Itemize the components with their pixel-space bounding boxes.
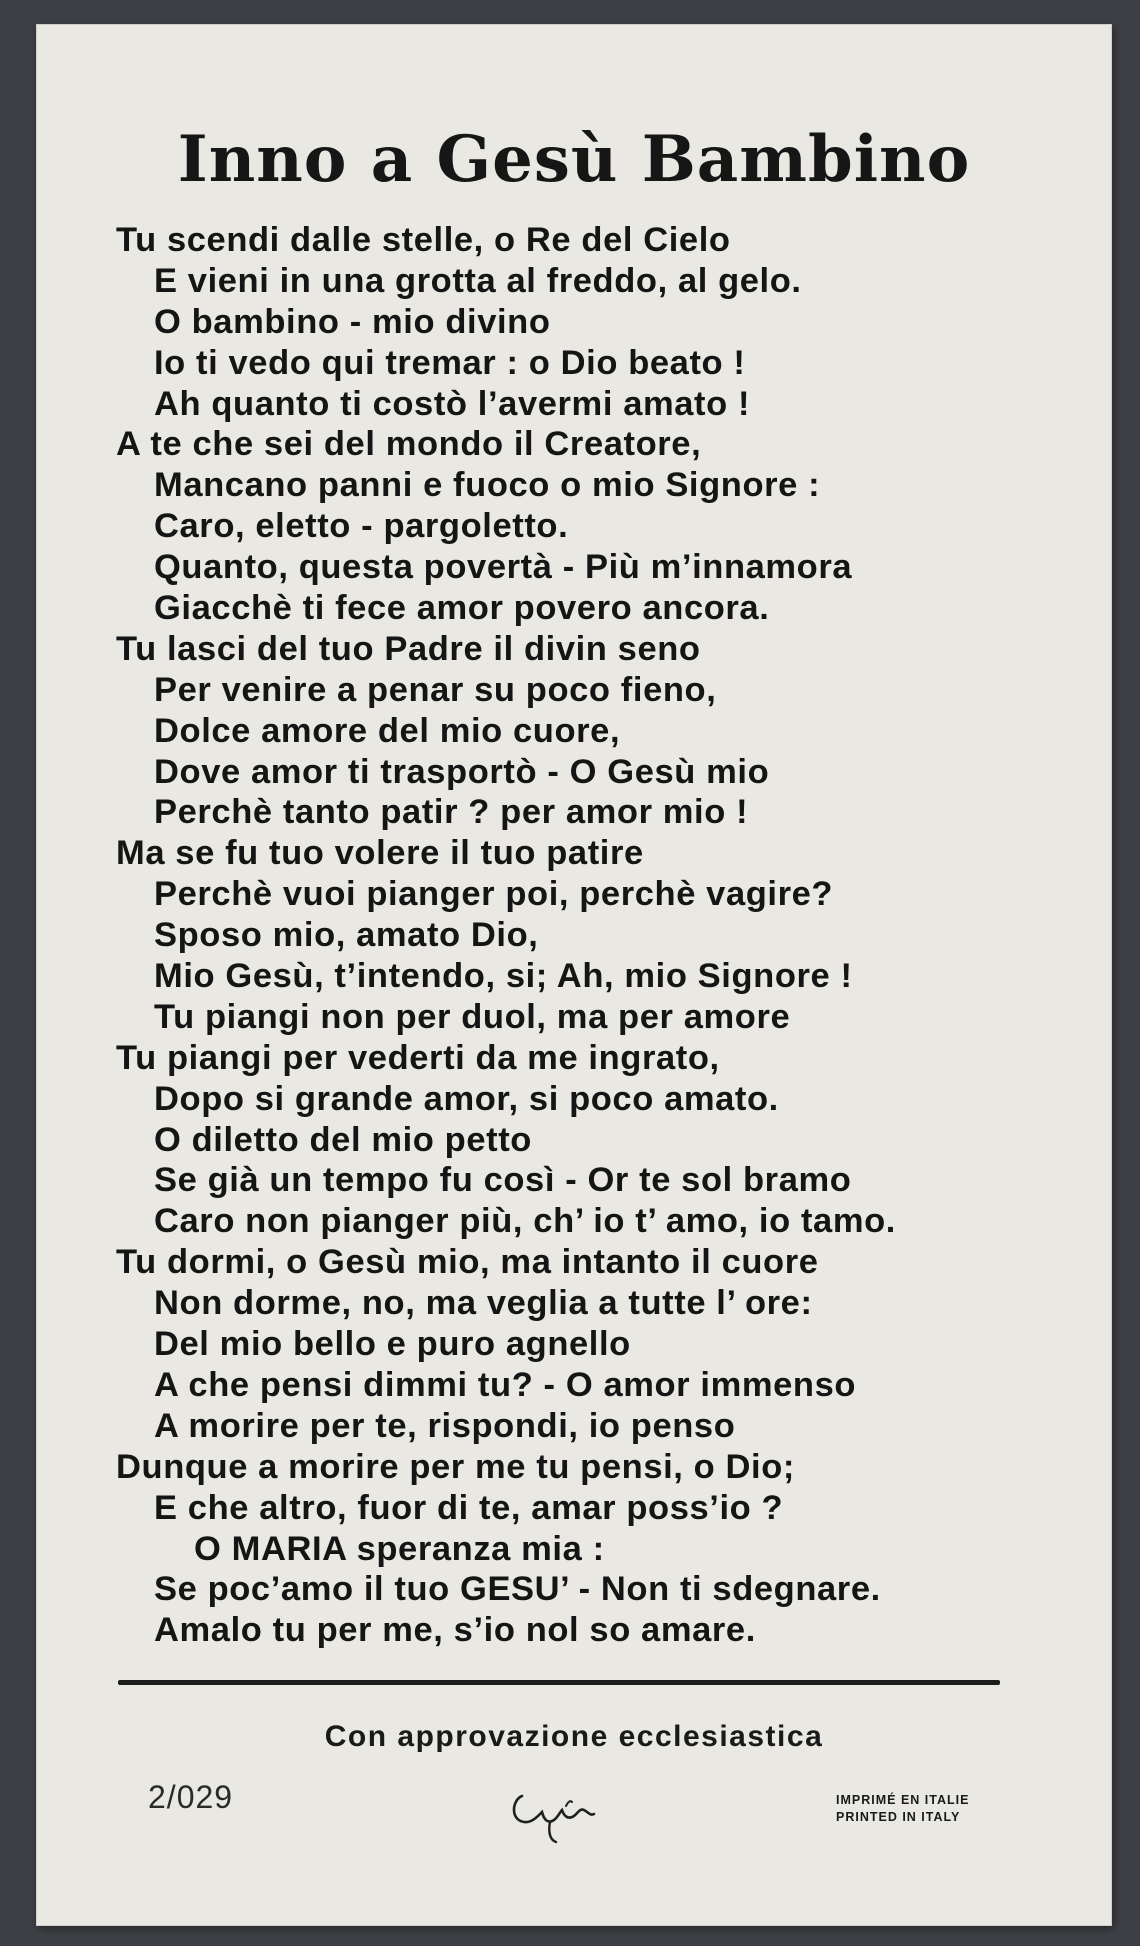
verse-line: Caro, eletto - pargoletto. (154, 507, 569, 546)
verse-line: Tu piangi non per duol, ma per amore (154, 997, 791, 1036)
verse-line: E che altro, fuor di te, amar poss’io ? (154, 1488, 784, 1527)
verse-line: O diletto del mio petto (154, 1120, 532, 1159)
verse-line: Per venire a penar su poco fieno, (154, 670, 717, 709)
verse-line: A morire per te, rispondi, io penso (154, 1406, 736, 1445)
verse-line: Dopo si grande amor, si poco amato. (154, 1079, 779, 1118)
verse-line: O bambino - mio divino (154, 302, 551, 341)
verse-line: Se poc’amo il tuo GESU’ - Non ti sdegnare. (154, 1570, 881, 1609)
verse-line: Quanto, questa povertà - Più m’innamora (154, 548, 853, 587)
card-code: 2/029 (148, 1779, 234, 1815)
hymn-verses (116, 220, 1076, 1651)
verse-line: Io ti vedo qui tremar : o Dio beato ! (154, 343, 746, 382)
verse-line: Dove amor ti trasportò - O Gesù mio (154, 752, 770, 791)
verse-line: Se già un tempo fu così - Or te sol bramo (154, 1161, 852, 1200)
verse-line: Ma se fu tuo volere il tuo patire (116, 834, 644, 873)
printed-line-en: PRINTED IN ITALY (836, 1810, 961, 1824)
verse-line: O MARIA speranza mia : (194, 1529, 605, 1568)
verse-line: E vieni in una grotta al freddo, al gelo. (154, 261, 802, 300)
verse-line: A te che sei del mondo il Creatore, (116, 425, 702, 464)
printed-in-italy (836, 1792, 969, 1826)
verse-line: Tu piangi per vederti da me ingrato, (116, 1038, 720, 1077)
ecclesiastical-approval: Con approvazione ecclesiastica (324, 1720, 824, 1753)
verse-line: A che pensi dimmi tu? - O amor immenso (154, 1365, 857, 1404)
verse-line: Mancano panni e fuoco o mio Signore : (154, 466, 821, 505)
verse-line: Ah quanto ti costò l’avermi amato ! (154, 384, 751, 423)
verse-line: Del mio bello e puro agnello (154, 1325, 631, 1364)
verse-line: Amalo tu per me, s’io nol so amare. (154, 1611, 756, 1650)
printed-line-fr: IMPRIMÉ EN ITALIE (836, 1793, 970, 1807)
verse-line: Tu lasci del tuo Padre il divin seno (116, 629, 701, 668)
verse-line: Dunque a morire per me tu pensi, o Dio; (116, 1447, 795, 1486)
verse-line: Perchè vuoi pianger poi, perchè vagire? (154, 875, 834, 914)
verse-line: Dolce amore del mio cuore, (154, 711, 621, 750)
signature-icon (504, 1776, 600, 1846)
verse-line: Tu dormi, o Gesù mio, ma intanto il cuore (116, 1243, 819, 1282)
verse-line: Tu scendi dalle stelle, o Re del Cielo (116, 221, 731, 259)
verse-line: Non dorme, no, ma veglia a tutte l’ ore: (154, 1284, 813, 1323)
verse-line: Mio Gesù, t’intendo, si; Ah, mio Signore ! (154, 957, 853, 996)
verse-line: Caro non pianger più, ch’ io t’ amo, io tamo. (154, 1202, 896, 1241)
verse-line: Giacchè ti fece amor povero ancora. (154, 589, 770, 628)
hymn-title: Inno a Gesù Bambino (177, 122, 971, 197)
verse-line: Perchè tanto patir ? per amor mio ! (154, 793, 749, 832)
holy-card (36, 24, 1112, 1926)
divider-rule (118, 1680, 1000, 1685)
verse-line: Sposo mio, amato Dio, (154, 916, 539, 955)
